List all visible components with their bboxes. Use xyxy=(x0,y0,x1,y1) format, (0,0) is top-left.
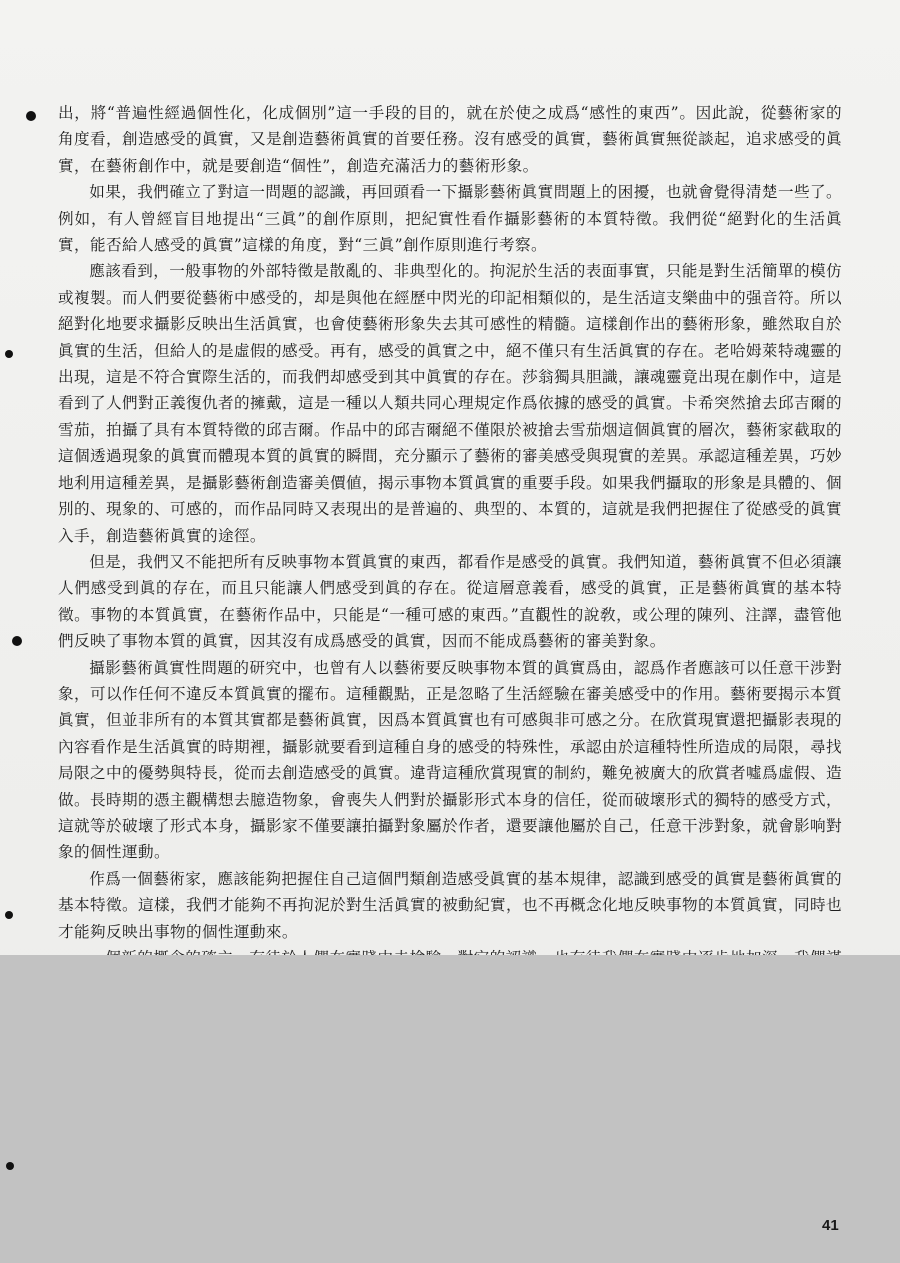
binding-hole-mark xyxy=(12,636,22,646)
paragraph-2: 如果，我們確立了對這一問題的認識，再回頭看一下攝影藝術眞實問題上的困擾，也就會覺得清楚一些了。例如，有人曾經盲目地提出“三眞”的創作原則，把紀實性看作攝影藝術的本質特徵。我們從“絕對化的生活眞實，能否給人感受的眞實”這樣的角度，對“三眞”創作原則進行考察。 xyxy=(58,183,842,255)
binding-hole-mark xyxy=(26,111,36,121)
paragraph-4: 但是，我們又不能把所有反映事物本質眞實的東西，都看作是感受的眞實。我們知道，藝術眞實不但必須讓人們感受到眞的存在，而且只能讓人們感受到眞的存在。從這層意義看，感受的眞實，正是藝術眞實的基本特徵。事物的本質眞實，在藝術作品中，只能是“一種可感的東西。”直觀性的說敎，或公理的陳列、注譯，盡管他們反映了事物本質的眞實，因其沒有成爲感受的眞實，因而不能成爲藝術的審美對象。 xyxy=(58,552,842,651)
binding-hole-mark xyxy=(5,911,13,919)
page-number: 41 xyxy=(822,1217,839,1234)
gray-bottom-band xyxy=(0,955,900,1263)
article-body xyxy=(58,100,842,998)
binding-hole-mark xyxy=(6,1162,14,1170)
binding-hole-mark xyxy=(5,350,13,358)
paragraph-6: 作爲一個藝術家，應該能夠把握住自己這個門類創造感受眞實的基本規律，認識到感受的眞實是藝術眞實的基本特徵。這樣，我們才能夠不再拘泥於對生活眞實的被動紀實，也不再概念化地反映事物的本質眞實，同時也才能夠反映出事物的個性運動來。 xyxy=(58,869,842,941)
paragraph-1: 出，將“普遍性經過個性化，化成個別”這一手段的目的，就在於使之成爲“感性的東西”。因此說，從藝術家的角度看，創造感受的眞實，又是創造藝術眞實的首要任務。沒有感受的眞實，藝術眞實無從談起，追求感受的眞實，在藝術創作中，就是要創造“個性”，創造充滿活力的藝術形象。 xyxy=(58,104,842,175)
paragraph-3: 應該看到，一般事物的外部特徵是散亂的、非典型化的。拘泥於生活的表面事實，只能是對生活簡單的模仿或複製。而人們要從藝術中感受的，却是與他在經歷中閃光的印記相類似的，是生活這支樂曲中的强音符。所以絕對化地要求攝影反映出生活眞實，也會使藝術形象失去其可感性的精髓。這樣創作出的藝術形象，雖然取自於眞實的生活，但給人的是虛假的感受。再有，感受的眞實之中，絕不僅只有生活眞實的存在。老哈姆萊特魂靈的出現，這是不符合實際生活的，而我們却感受到其中眞實的存在。莎翁獨具胆識，讓魂靈竟出現在劇作中，這是看到了人們對正義復仇者的擁戴，這是一種以人類共同心理規定作爲依據的感受的眞實。卡希突然搶去邱吉爾的雪茄，拍攝了具有本質特徵的邱吉爾。作品中的邱吉爾絕不僅限於被搶去雪茄烟這個眞實的層次，藝術家截取的這個透過現象的眞實而體現本質的眞實的瞬間，充分顯示了藝術的審美感受與現實的差異。承認這種差異，巧妙地利用這種差異，是攝影藝術創造審美價値，揭示事物本質眞實的重要手段。如果我們攝取的形象是具體的、個別的、現象的、可感的，而作品同時又表現出的是普遍的、典型的、本質的，這就是我們把握住了從感受的眞實入手，創造藝術眞實的途徑。 xyxy=(58,262,842,545)
paragraph-5: 攝影藝術眞實性問題的研究中，也曾有人以藝術要反映事物本質的眞實爲由，認爲作者應該可以任意干涉對象，可以作任何不違反本質眞實的擺布。這種觀點，正是忽略了生活經驗在審美感受中的作用。藝術要揭示本質眞實，但並非所有的本質其實都是藝術眞實，因爲本質眞實也有可感與非可感之分。在欣賞現實還把攝影表現的內容看作是生活眞實的時期裡，攝影就要看到這種自身的感受的特殊性，承認由於這種特性所造成的局限，尋找局限之中的優勢與特長，從而去創造感受的眞實。違背這種欣賞現實的制約，難免被廣大的欣賞者噓爲虛假、造做。長時期的憑主觀構想去臆造物象，會喪失人們對於攝影形式本身的信任，從而破壞形式的獨特的感受方式，這就等於破壞了形式本身，攝影家不僅要讓拍攝對象屬於作者，還要讓他屬於自己，任意干涉對象，就會影响對象的個性運動。 xyxy=(58,658,842,862)
